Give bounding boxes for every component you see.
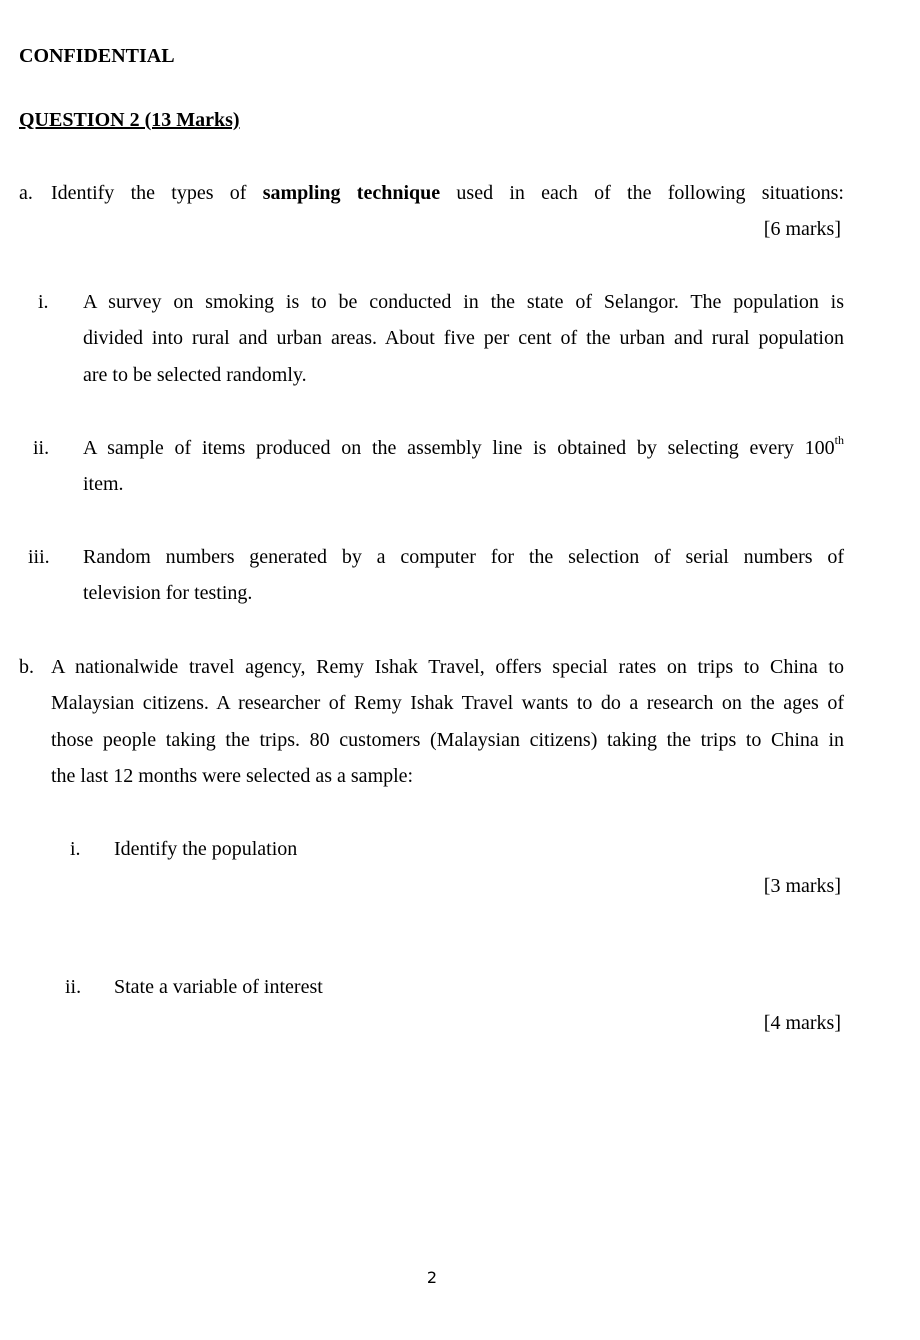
part-a-item-line bbox=[83, 433, 844, 460]
part-a-item-line: A survey on smoking is to be conducted in the state of Selangor. The population is bbox=[83, 291, 844, 313]
part-a-item-line: Random numbers generated by a computer for the selection of serial numbers of bbox=[83, 546, 844, 568]
part-a-item-num: i. bbox=[38, 291, 49, 313]
part-b-item-text: Identify the population bbox=[114, 838, 298, 860]
page-number: 2 bbox=[426, 1268, 438, 1287]
confidential-label: CONFIDENTIAL bbox=[19, 45, 175, 67]
part-a-marks: [6 marks] bbox=[763, 218, 841, 240]
part-a-item-line: divided into rural and urban areas. About five per cent of the urban and rural population bbox=[83, 327, 844, 349]
part-a-intro-after: used in each of the following situations: bbox=[440, 182, 844, 204]
part-b-item-marks: [3 marks] bbox=[763, 875, 841, 897]
superscript: th bbox=[834, 433, 844, 448]
part-b-label: b. bbox=[19, 656, 34, 678]
part-a-label: a. bbox=[19, 182, 33, 204]
part-a-item-text: A sample of items produced on the assembly line is obtained by selecting every 100 bbox=[83, 437, 835, 459]
part-b-line: those people taking the trips. 80 customers (Malaysian citizens) taking the trips to China in bbox=[51, 729, 844, 751]
part-b-line: the last 12 months were selected as a sample: bbox=[51, 765, 414, 787]
part-a-intro-before: Identify the types of bbox=[51, 182, 263, 204]
part-a-item-num: iii. bbox=[28, 546, 50, 568]
part-a-intro bbox=[51, 181, 844, 205]
part-b-item-text: State a variable of interest bbox=[114, 976, 323, 998]
part-b-line: Malaysian citizens. A researcher of Remy Ishak Travel wants to do a research on the ages of bbox=[51, 692, 844, 714]
part-a-intro-bold: sampling technique bbox=[262, 182, 441, 204]
part-a-item-line: item. bbox=[83, 473, 124, 495]
part-b-item-marks: [4 marks] bbox=[763, 1012, 841, 1034]
part-b-line: A nationalwide travel agency, Remy Ishak Travel, offers special rates on trips to China to bbox=[51, 656, 844, 678]
part-b-item-num: ii. bbox=[65, 976, 82, 998]
part-a-item-line: television for testing. bbox=[83, 582, 253, 604]
part-b-item-num: i. bbox=[70, 838, 81, 860]
question-title: QUESTION 2 (13 Marks) bbox=[19, 109, 240, 131]
part-a-item-num: ii. bbox=[33, 437, 50, 459]
part-a-item-line: are to be selected randomly. bbox=[83, 364, 307, 386]
